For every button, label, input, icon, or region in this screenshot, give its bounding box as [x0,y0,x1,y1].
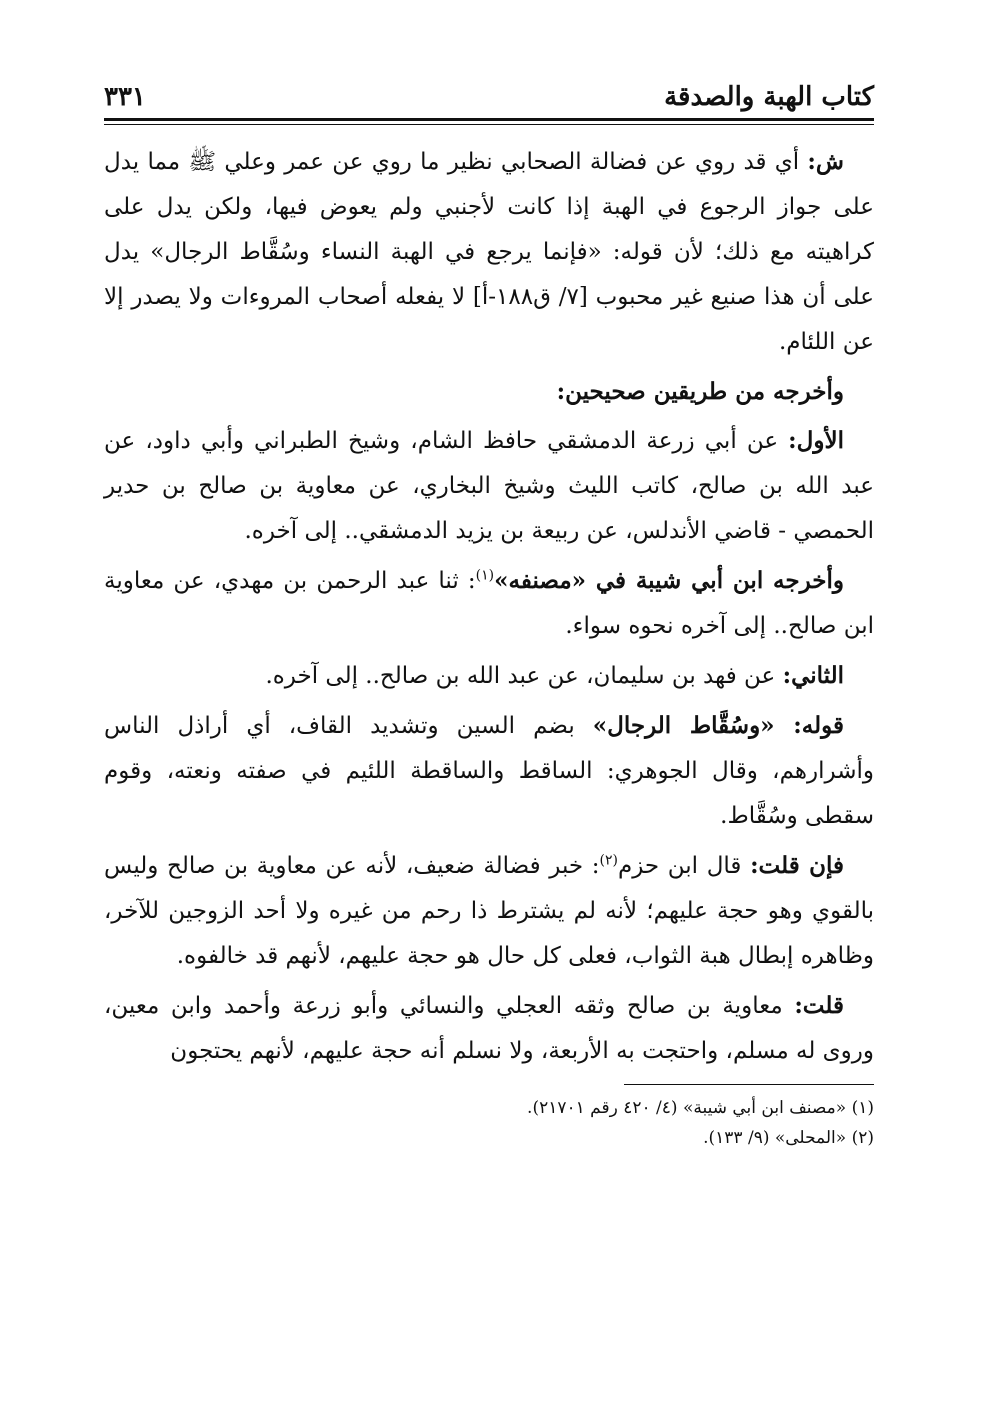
paragraph-ibn-abi-shaybah [104,558,874,649]
paragraph-second-route [104,653,874,699]
page-number: ٣٣١ [104,82,146,112]
paragraph-lead: الأول: [788,427,844,454]
section-heading: وأخرجه من طريقين صحيحين: [556,378,844,405]
footnote-ref: (٢) [599,852,618,869]
footnote-1: (١) «مصنف ابن أبي شيبة» (٤/ ٤٢٠ رقم ٢١٧٠١). [527,1098,874,1118]
paragraph-lead: وأخرجه ابن أبي شيبة في «مصنفه» [494,567,844,594]
paragraph-lead: قوله: «وسُقَّاط الرجال» [592,712,844,739]
paragraph-text: عن أبي زرعة الدمشقي حافظ الشام، وشيخ الطبراني وأبي داود، عن عبد الله بن صالح، كاتب الليث وشيخ البخاري، عن معاوية بن صالح بن حدير الحمصي - قاضي الأندلس، عن ربيعة بن يزيد الدمشقي.. إلى آخره. [104,428,874,544]
paragraph-text: : خبر فضالة ضعيف، لأنه عن معاوية بن صالح وليس بالقوي وهو حجة عليهم؛ لأنه لم يشترط ذا رحم من غيره ولا أحد الزوجين للآخر، وظاهره إبطال هبة الثواب، فعلى كل حال هو حجة عليهم، لأنهم قد خالفوه. [104,853,874,969]
paragraph-text: بضم السين وتشديد القاف، أي أراذل الناس وأشرارهم، وقال الجوهري: الساقط والساقطة اللئيم في صفته ونعته، وقوم سقطى وسُقَّاط. [104,713,874,829]
paragraph-pre: قال ابن حزم [617,853,751,879]
page-body [104,139,874,1074]
footnote-rule [624,1084,874,1085]
header-rule-thick [104,118,874,121]
footnote-2: (٢) «المحلى» (٩/ ١٣٣). [703,1128,874,1148]
paragraph-text: عن فهد بن سليمان، عن عبد الله بن صالح.. إلى آخره. [265,663,783,689]
paragraph-first-route [104,418,874,554]
header-rule-thin [104,124,874,125]
page-header [104,78,874,112]
footnote-ref: (١) [475,567,495,584]
paragraph-reply [104,983,874,1074]
paragraph-lead: الثاني: [782,662,844,689]
paragraph-commentary [104,139,874,365]
paragraph-text: : ثنا عبد الرحمن بن مهدي، عن معاوية ابن صالح.. إلى آخره نحوه سواء. [104,568,874,639]
paragraph-text: معاوية بن صالح وثقه العجلي والنسائي وأبو زرعة وأحمد وابن معين، وروى له مسلم، واحتجت به الأربعة، ولا نسلم أنه حجة عليهم، لأنهم يحتجون [104,993,874,1064]
paragraph-word-explanation [104,703,874,839]
chapter-title: كتاب الهبة والصدقة [664,82,874,112]
paragraph-lead: فإن قلت: [750,852,844,879]
paragraph-lead: ش: [807,148,844,175]
paragraph-text: أي قد روي عن فضالة الصحابي نظير ما روي عن عمر وعلي ﷺ مما يدل على جواز الرجوع في الهبة إذا كانت لأجنبي ولم يعوض فيها، ولكن يدل على كراهيته مع ذلك؛ لأن قوله: «فإنما يرجع في الهبة النساء وسُقَّاط الرجال» يدل على أن هذا صنيع غير محبوب [٧/ ق١٨٨-أ] لا يفعله أصحاب المروءات ولا يصدر إلا عن اللئام. [104,149,875,355]
paragraph-objection [104,843,874,979]
paragraph-lead: قلت: [794,992,844,1019]
